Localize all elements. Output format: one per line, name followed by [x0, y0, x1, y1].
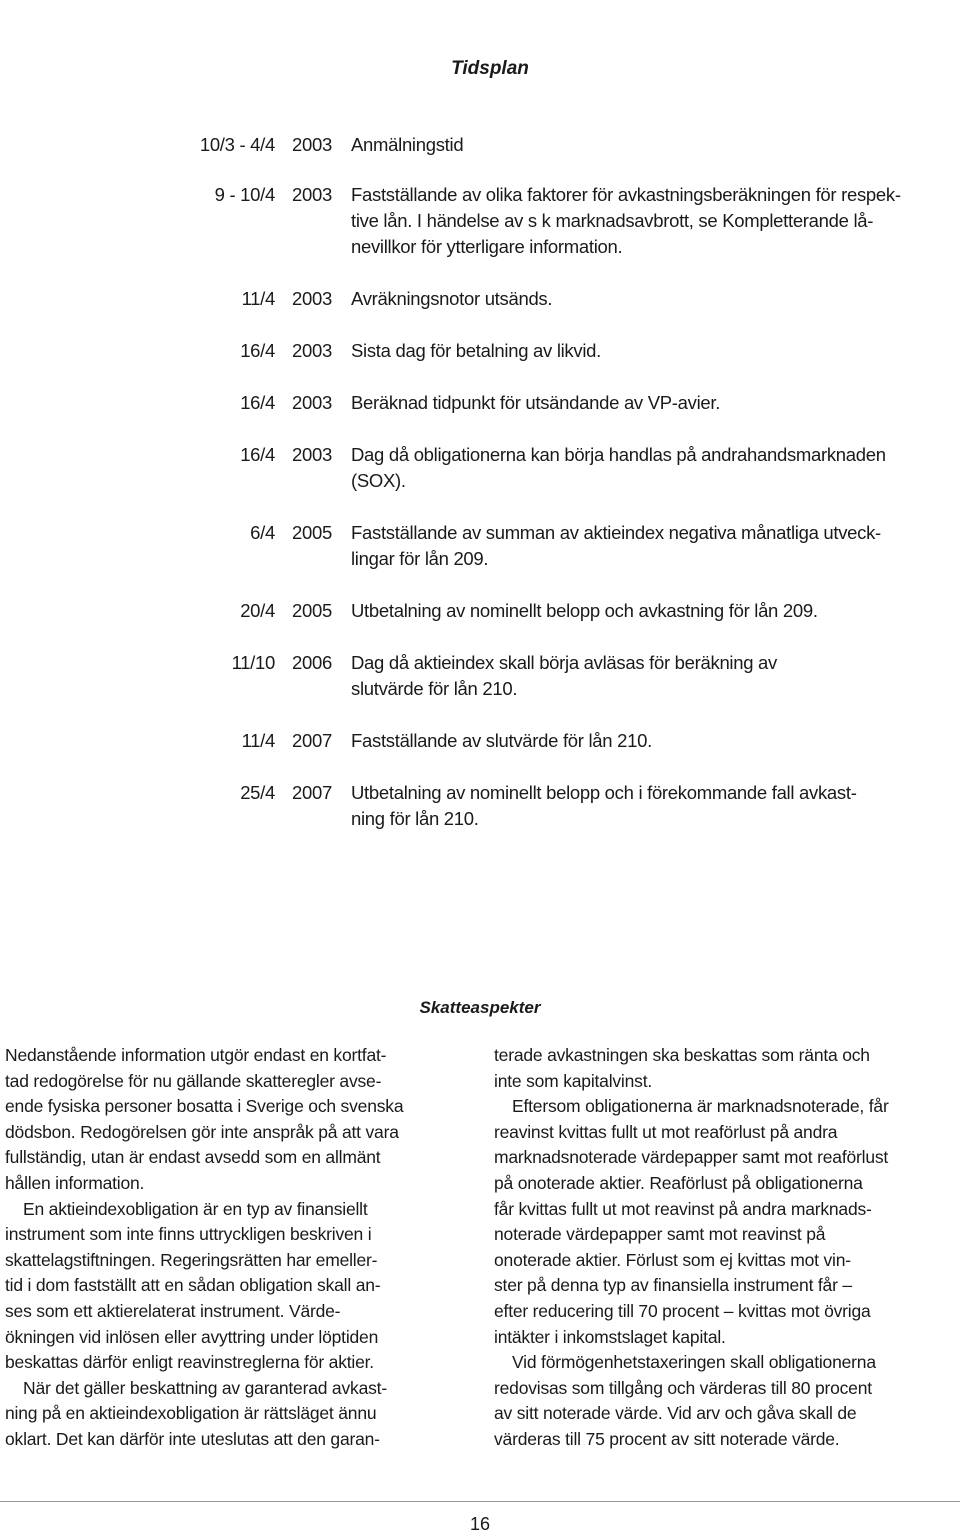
tax-paragraph-line: värderas till 75 procent av sitt noterade värde. [494, 1428, 840, 1449]
timeline-date: 6/4 [250, 522, 275, 543]
timeline-description-line: Fastställande av olika faktorer för avkastningsberäkningen för respek- [351, 184, 901, 205]
tax-paragraph-line: ster på denna typ av finansiella instrument får – [494, 1275, 852, 1296]
tax-paragraph-line: hållen information. [5, 1172, 145, 1193]
timeline-description-line: Beräknad tidpunkt för utsändande av VP-avier. [351, 392, 721, 413]
tax-paragraph-line: ökningen vid inlösen eller avyttring under löptiden [5, 1326, 379, 1347]
timeline-date: 9 - 10/4 [214, 184, 275, 205]
tax-paragraph-line: ende fysiska personer bosatta i Sverige och svenska [5, 1096, 404, 1117]
tax-paragraph-line: instrument som inte finns uttryckligen beskriven i [5, 1224, 372, 1245]
timeline-description-line: Utbetalning av nominellt belopp och i förekommande fall avkast- [351, 782, 857, 803]
tax-paragraph-line: redovisas som tillgång och värderas till 80 procent [494, 1377, 872, 1398]
timeline-description-line: (SOX). [351, 470, 406, 491]
timeline-description [351, 182, 953, 260]
tax-paragraph-line: Vid förmögenhetstaxeringen skall obligationerna [512, 1352, 876, 1373]
tax-heading: Skatteaspekter [419, 998, 541, 1017]
timeline-description [351, 338, 953, 364]
tax-paragraph-line: av sitt noterade värde. Vid arv och gåva skall de [494, 1403, 857, 1424]
tax-paragraph-line: får kvittas fullt ut mot reavinst på andra marknads- [494, 1198, 872, 1219]
timeline-year: 2003 [292, 444, 332, 465]
timeline-year: 2005 [292, 600, 332, 621]
timeline-description [351, 442, 953, 494]
timeline-description-line: Anmälningstid [351, 134, 464, 155]
timeline-year: 2003 [292, 392, 332, 413]
timeline-description-line: Fastställande av slutvärde för lån 210. [351, 730, 652, 751]
tax-paragraph-line: dödsbon. Redogörelsen gör inte anspråk på att vara [5, 1121, 399, 1142]
tax-paragraph-line: beskattas därför enligt reavinstreglerna för aktier. [5, 1352, 374, 1373]
tax-paragraph-line: terade avkastningen ska beskattas som ränta och [494, 1045, 870, 1065]
tax-paragraph-line: på onoterade aktier. Reaförlust på obligationerna [494, 1172, 863, 1193]
timeline-description [351, 390, 953, 416]
timeline-year: 2007 [292, 730, 332, 751]
timeline-date: 11/4 [241, 288, 275, 309]
tax-text-right-column [494, 1043, 956, 1453]
tax-paragraph-line: När det gäller beskattning av garanterad avkast- [23, 1377, 387, 1398]
tax-paragraph [5, 1043, 458, 1197]
timeline-description [351, 286, 953, 312]
timeline-description [351, 728, 953, 754]
tax-paragraph-line: Nedanstående information utgör endast en kortfat- [5, 1045, 387, 1065]
timeline-year: 2007 [292, 782, 332, 803]
timeline-heading: Tidsplan [451, 58, 529, 79]
tax-paragraph [494, 1043, 956, 1094]
tax-paragraph-line: skattelagstiftningen. Regeringsrätten har emeller- [5, 1249, 378, 1270]
tax-paragraph-line: reavinst kvittas fullt ut mot reaförlust på andra [494, 1121, 838, 1142]
timeline-description [351, 520, 953, 572]
timeline-description-line: Fastställande av summan av aktieindex negativa månatliga utveck- [351, 522, 881, 543]
timeline-date: 11/10 [231, 652, 275, 673]
timeline-year: 2003 [292, 340, 332, 361]
timeline-description-line: Avräkningsnotor utsänds. [351, 288, 553, 309]
timeline-description-line: Dag då obligationerna kan börja handlas på andrahandsmarknaden [351, 444, 886, 465]
tax-paragraph-line: inte som kapitalvinst. [494, 1070, 653, 1091]
timeline-description-line: nevillkor för ytterligare information. [351, 236, 623, 257]
timeline-description [351, 598, 953, 624]
tax-paragraph-line: marknadsnoterade värdepapper samt mot reaförlust [494, 1147, 889, 1168]
timeline-date: 20/4 [240, 600, 275, 621]
timeline-date: 16/4 [240, 444, 275, 465]
timeline-year: 2005 [292, 522, 332, 543]
timeline-year: 2003 [292, 288, 332, 309]
tax-paragraph [494, 1350, 956, 1452]
timeline-description [351, 650, 953, 702]
footer-divider [0, 1501, 960, 1502]
tax-paragraph-line: Eftersom obligationerna är marknadsnoterade, får [512, 1096, 889, 1117]
tax-paragraph-line: intäkter i inkomstslaget kapital. [494, 1326, 726, 1347]
tax-paragraph-line: ning på en aktieindexobligation är rättsläget ännu [5, 1403, 377, 1424]
tax-text-left-column [5, 1043, 458, 1453]
timeline-description-line: ning för lån 210. [351, 808, 479, 829]
timeline-description-line: Sista dag för betalning av likvid. [351, 340, 601, 361]
tax-paragraph-line: onoterade aktier. Förlust som ej kvittas mot vin- [494, 1249, 851, 1270]
tax-paragraph-line: fullständig, utan är endast avsedd som en allmänt [5, 1147, 381, 1168]
timeline-date: 11/4 [241, 730, 275, 751]
page-number: 16 [469, 1514, 491, 1534]
timeline-description-line: Utbetalning av nominellt belopp och avkastning för lån 209. [351, 600, 818, 621]
tax-paragraph-line: oklart. Det kan därför inte uteslutas att den garan- [5, 1428, 380, 1449]
timeline-date: 16/4 [240, 392, 275, 413]
tax-paragraph [5, 1197, 458, 1376]
tax-paragraph-line: tad redogörelse för nu gällande skatteregler avse- [5, 1070, 382, 1091]
tax-paragraph [5, 1376, 458, 1453]
tax-paragraph [494, 1094, 956, 1350]
timeline-date: 10/3 - 4/4 [199, 134, 275, 155]
timeline-date: 25/4 [240, 782, 275, 803]
timeline-description [351, 780, 953, 832]
timeline-description-line: lingar för lån 209. [351, 548, 489, 569]
timeline-year: 2003 [292, 134, 332, 155]
timeline-description-line: tive lån. I händelse av s k marknadsavbrott, se Kompletterande lå- [351, 210, 874, 231]
timeline-description-line: slutvärde för lån 210. [351, 678, 518, 699]
timeline-year: 2006 [292, 652, 332, 673]
timeline-date: 16/4 [240, 340, 275, 361]
tax-paragraph-line: tid i dom fastställt att en sådan obligation skall an- [5, 1275, 381, 1296]
tax-paragraph-line: efter reducering till 70 procent – kvittas mot övriga [494, 1300, 871, 1321]
tax-paragraph-line: En aktieindexobligation är en typ av finansiellt [23, 1198, 368, 1219]
timeline-year: 2003 [292, 184, 332, 205]
timeline-description [351, 132, 953, 158]
tax-paragraph-line: noterade värdepapper samt mot reavinst på [494, 1224, 826, 1245]
timeline-description-line: Dag då aktieindex skall börja avläsas för beräkning av [351, 652, 777, 673]
tax-paragraph-line: ses som ett aktierelaterat instrument. Värde- [5, 1300, 341, 1321]
